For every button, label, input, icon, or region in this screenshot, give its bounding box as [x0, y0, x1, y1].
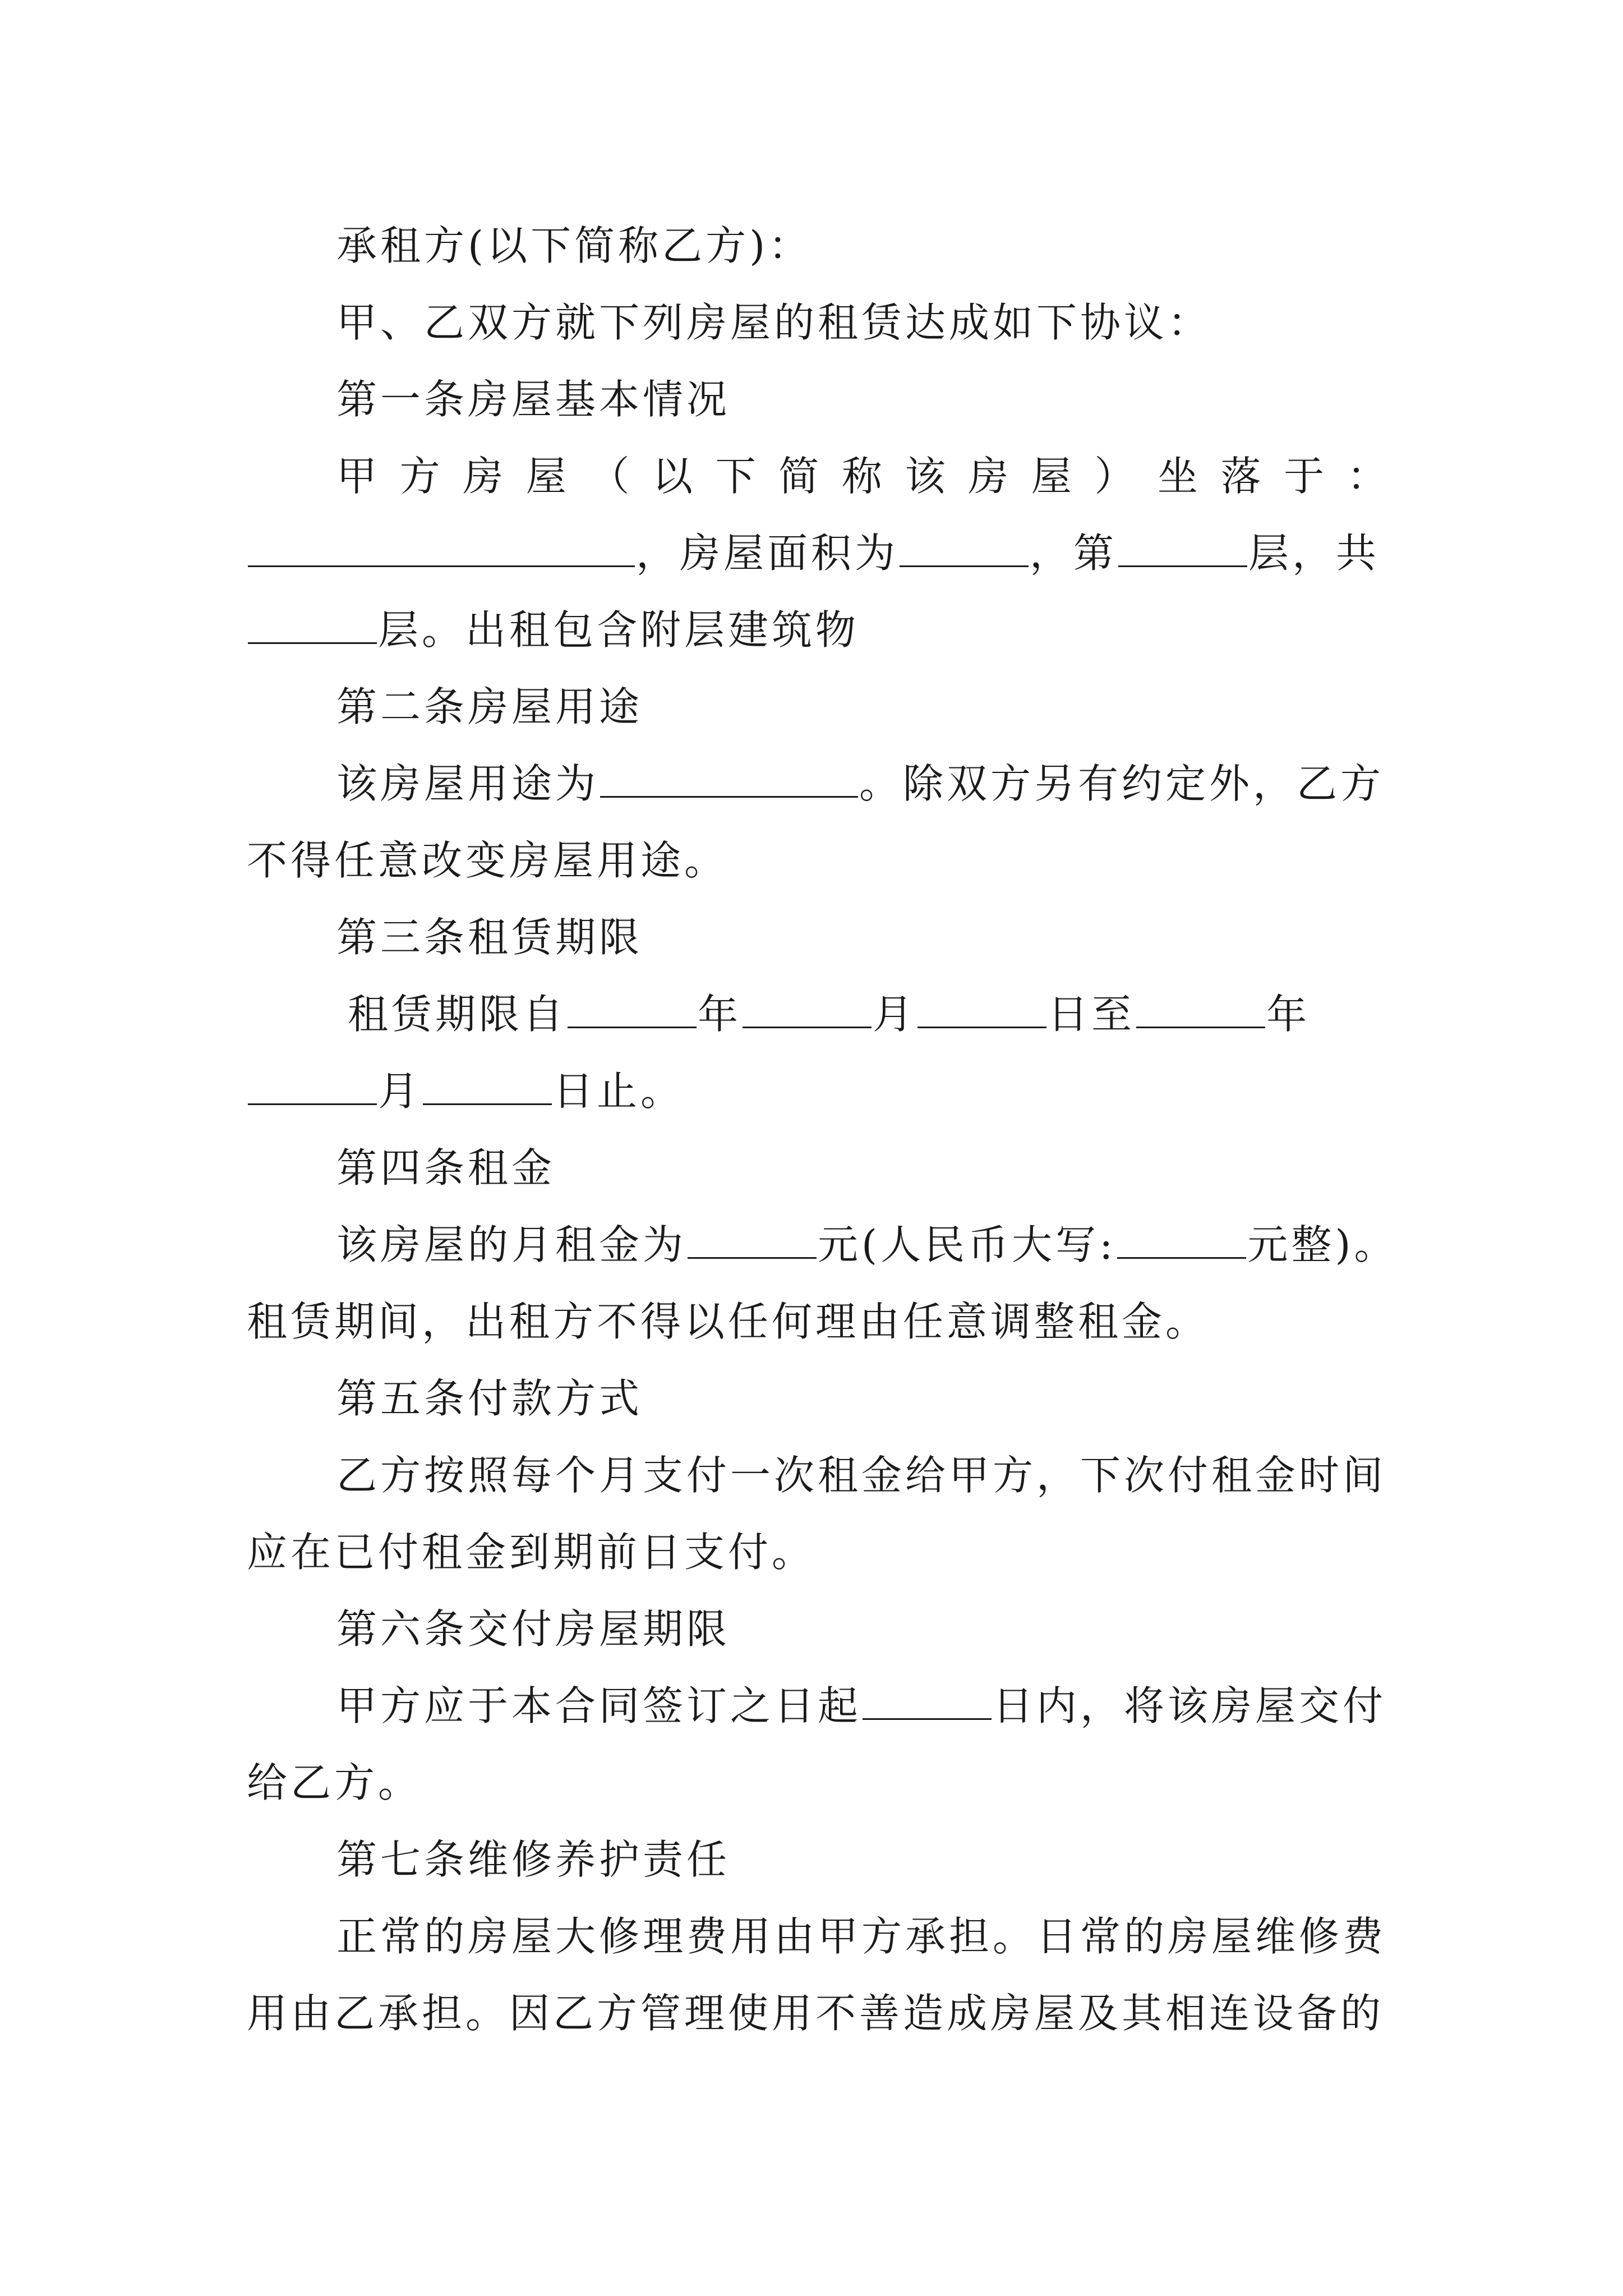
total-floors-blank[interactable] — [248, 609, 377, 644]
contract-body — [247, 208, 1398, 2052]
rent-amount-blank[interactable] — [688, 1223, 817, 1259]
article-1-line-1 — [247, 438, 1391, 515]
rent-words-blank[interactable] — [1117, 1223, 1246, 1259]
spread-char: 简 — [778, 453, 823, 500]
article-4-line-2: 租赁期间，出租方不得以任何理由任意调整租金。 — [247, 1298, 1210, 1345]
spread-char: 屋 — [525, 453, 570, 500]
spread-char: 落 — [1220, 453, 1265, 500]
delivery-days-blank[interactable] — [863, 1685, 992, 1720]
article-2-line-1: 该房屋用途为 。除双方另有约定外，乙方 — [336, 760, 1385, 807]
end-year-blank[interactable] — [1136, 993, 1265, 1028]
spread-char: 下 — [715, 453, 759, 500]
end-day-blank[interactable] — [423, 1070, 552, 1105]
article-5-title: 第五条付款方式 — [336, 1375, 643, 1422]
article-4-title: 第四条租金 — [336, 1144, 556, 1191]
spread-char: 屋 — [1031, 453, 1075, 500]
spread-char: （ — [589, 453, 633, 500]
area-blank[interactable] — [900, 532, 1029, 567]
article-6-line-1: 甲方应于本合同签订之日起 日内，将该房屋交付 — [336, 1682, 1387, 1729]
article-7-line-1: 正常的房屋大修理费用由甲方承担。日常的房屋维修费 — [336, 1913, 1387, 1960]
spread-char: ： — [1347, 453, 1391, 500]
spread-char: 方 — [399, 453, 444, 500]
article-3-title: 第三条租赁期限 — [336, 914, 643, 961]
article-5-line-2: 应在已付租金到期前日支付。 — [247, 1529, 816, 1576]
article-5-line-1: 乙方按照每个月支付一次租金给甲方，下次付租金时间 — [336, 1452, 1387, 1499]
article-4-line-1: 该房屋的月租金为 元(人民币大写: 元整)。 — [336, 1221, 1398, 1268]
floor-blank[interactable] — [1118, 532, 1247, 567]
start-day-blank[interactable] — [917, 993, 1046, 1028]
article-7-title: 第七条维修养护责任 — [336, 1836, 731, 1883]
start-month-blank[interactable] — [743, 993, 872, 1028]
end-month-blank[interactable] — [248, 1070, 377, 1105]
article-6-line-2: 给乙方。 — [247, 1759, 422, 1806]
spread-char: 甲 — [336, 453, 381, 500]
spread-char: 房 — [968, 453, 1012, 500]
lessee-line: 承租方(以下简称乙方)： — [336, 222, 813, 269]
spread-char: 房 — [463, 453, 507, 500]
spread-char: 以 — [652, 453, 697, 500]
spread-char: 该 — [905, 453, 949, 500]
spread-char: 于 — [1284, 453, 1328, 500]
article-7-line-2: 用由乙承担。因乙方管理使用不善造成房屋及其相连设备的 — [247, 1990, 1385, 2037]
article-1-line-2: ，房屋面积为 ，第 层，共 — [247, 515, 1391, 592]
article-1-line-3: 层。出租包含附层建筑物 — [247, 592, 1391, 669]
start-year-blank[interactable] — [568, 993, 697, 1028]
address-blank[interactable] — [248, 532, 635, 567]
article-3-line-2: 月 日止。 — [247, 1053, 1391, 1130]
article-1-title: 第一条房屋基本情况 — [336, 376, 731, 423]
article-3-line-1: 租赁期限自 年 月 日至 年 — [348, 991, 1311, 1038]
spread-char: 坐 — [1157, 453, 1201, 500]
article-2-line-2: 不得任意改变房屋用途。 — [247, 837, 728, 884]
article-2-title: 第二条房屋用途 — [336, 683, 643, 730]
article-6-title: 第六条交付房屋期限 — [336, 1605, 731, 1653]
spread-char: 称 — [841, 453, 886, 500]
usage-blank[interactable] — [600, 762, 858, 798]
spread-char: ） — [1094, 453, 1138, 500]
agreement-intro: 甲、乙双方就下列房屋的租赁达成如下协议： — [336, 299, 1212, 346]
